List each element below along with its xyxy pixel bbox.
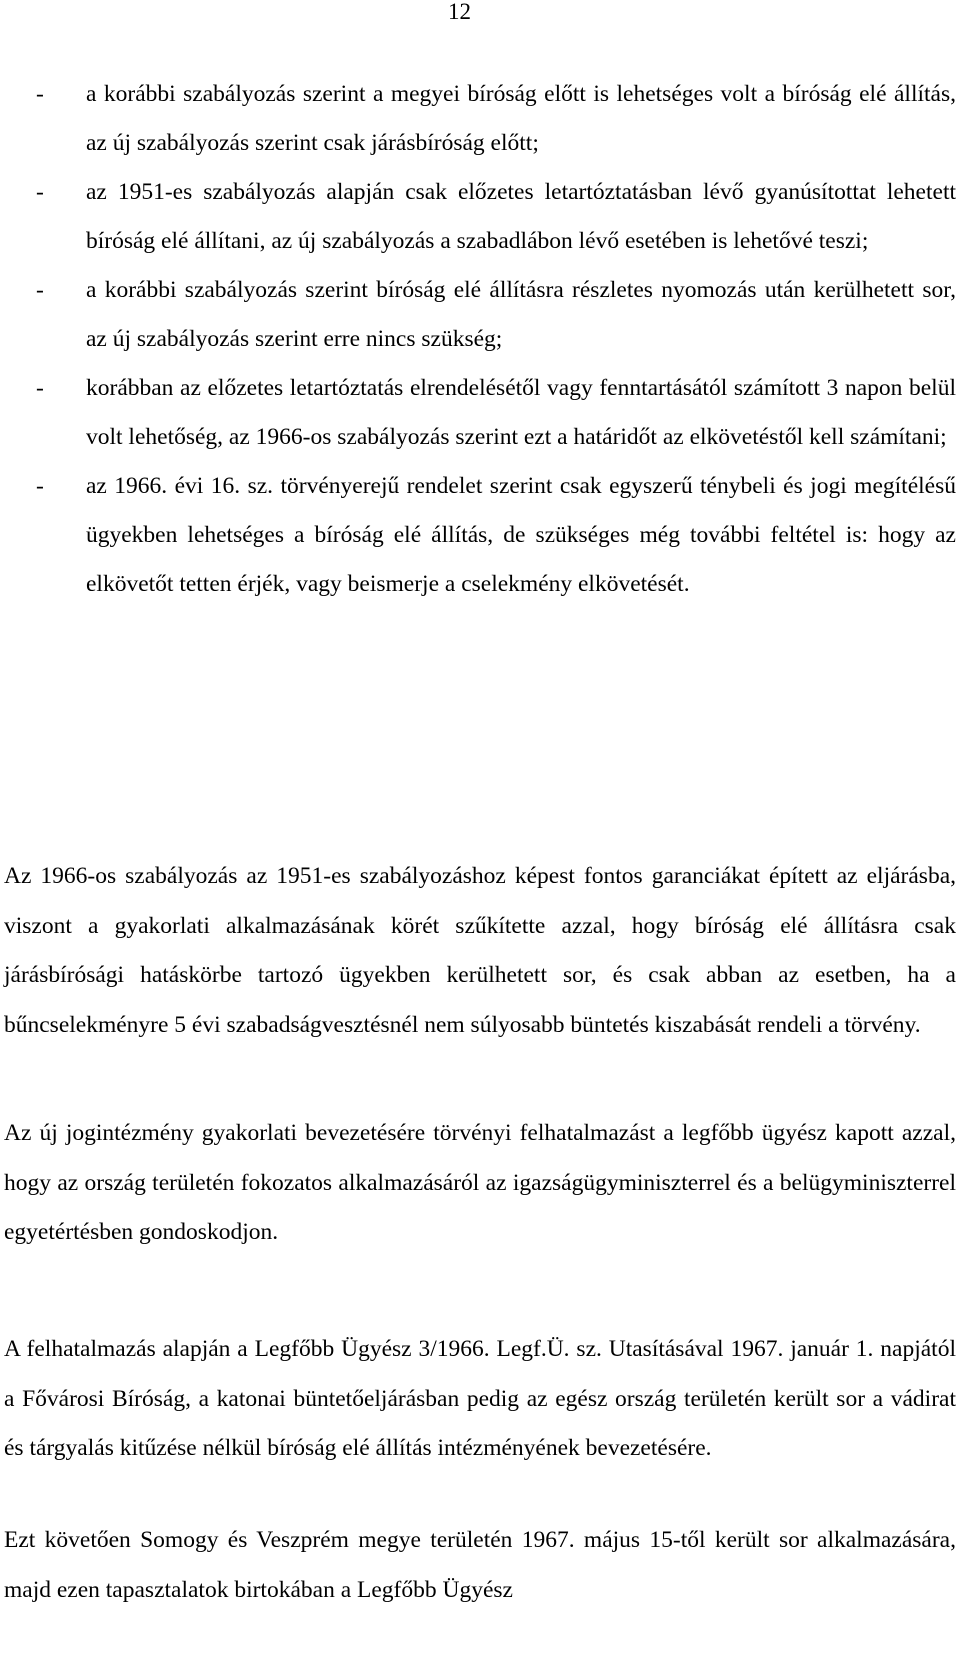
body-paragraph: A felhatalmazás alapján a Legfőbb Ügyész 3/1966. Legf.Ü. sz. Utasításával 1967. január 1. napjától a Fővárosi Bíróság, a katonai büntetőeljárásban pedig az egész ország területén került sor a vádirat és tárgyalás kitűzése nélkül bíróság elé állítás intézményének bevezetésére. [4, 1336, 956, 1461]
list-item-text: az 1951-es szabályozás alapján csak előzetes letartóztatásban lévő gyanúsítottat lehetett bíróság elé állítani, az új szabályozás a szabadlábon lévő esetében is lehetővé teszi; [86, 179, 956, 254]
list-item-text: az 1966. évi 16. sz. törvényerejű rendelet szerint csak egyszerű ténybeli és jogi megítélésű ügyekben lehetséges a bíróság elé állítás, de szükséges még további feltétel is: hogy az elkövetőt tetten érjék, vagy beismerje a cselekmény elkövetését. [86, 473, 956, 597]
list-dash: - [36, 473, 44, 499]
body-paragraph: Az 1966-os szabályozás az 1951-es szabályozáshoz képest fontos garanciákat épített az eljárásba, viszont a gyakorlati alkalmazásának körét szűkítette azzal, hogy bíróság elé állításra csak járásbírósági hatáskörbe tartozó ügyekben kerülhetett sor, és csak abban az esetben, ha a bűncselekményre 5 évi szabadságvesztésnél nem súlyosabb büntetés kiszabását rendeli a törvény. [4, 863, 956, 1038]
list-item [0, 364, 960, 462]
list-dash: - [36, 375, 44, 401]
list-item-text: a korábbi szabályozás szerint bíróság elé állításra részletes nyomozás után kerülhetett sor, az új szabályozás szerint erre nincs szükség; [86, 277, 956, 352]
comparison-list [0, 70, 960, 609]
body-paragraph: Az új jogintézmény gyakorlati bevezetésére törvényi felhatalmazást a legfőbb ügyész kapott azzal, hogy az ország területén fokozatos alkalmazásáról az igazságügyminiszterrel és a belügyminiszterrel egyetértésben gondoskodjon. [4, 1120, 956, 1245]
list-item-text: korábban az előzetes letartóztatás elrendelésétől vagy fenntartásától számított 3 napon belül volt lehetőség, az 1966-os szabályozás szerint ezt a határidőt az elkövetéstől kell számítani; [86, 375, 956, 450]
list-dash: - [36, 179, 44, 205]
body-paragraph: Ezt követően Somogy és Veszprém megye területén 1967. május 15-től került sor alkalmazására, majd ezen tapasztalatok birtokában a Legfőbb Ügyész [4, 1527, 956, 1603]
list-item [0, 70, 960, 168]
page-number: 12 [448, 0, 471, 24]
list-item [0, 462, 960, 609]
list-dash: - [36, 277, 44, 303]
list-item-text: a korábbi szabályozás szerint a megyei bíróság előtt is lehetséges volt a bíróság elé állítás, az új szabályozás szerint csak járásbíróság előtt; [86, 81, 956, 156]
list-dash: - [36, 81, 44, 107]
list-item [0, 266, 960, 364]
list-item [0, 168, 960, 266]
